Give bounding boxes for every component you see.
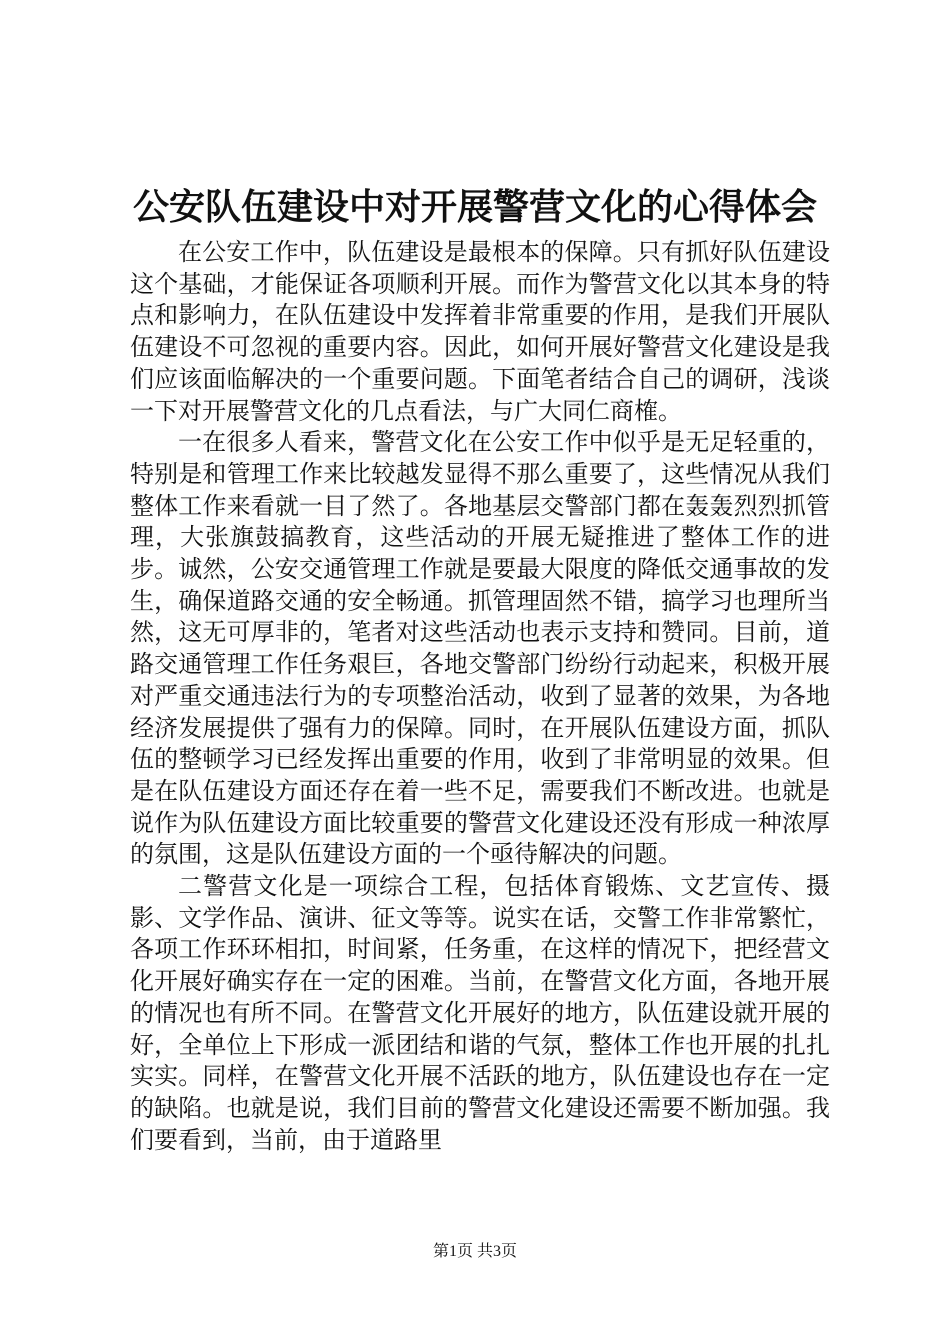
document-title: 公安队伍建设中对开展警营文化的心得体会 <box>132 186 817 228</box>
page-footer: 第1页 共3页 <box>432 1243 517 1260</box>
paragraph-2: 一在很多人看来，警营文化在公安工作中似乎是无足轻重的，特别是和管理工作来比较越发显得不那么重要了，这些情况从我们整体工作来看就一目了然了。各地基层交警部门都在轰轰烈烈抓管理，大张旗鼓搞教育，这些活动的开展无疑推进了整体工作的进步。诚然，公安交通管理工作就是要最大限度的降低交通事故的发生，确保道路交通的安全畅通。抓管理固然不错，搞学习也理所当然，这无可厚非的，笔者对这些活动也表示支持和赞同。目前，道路交通管理工作任务艰巨，各地交警部门纷纷行动起来，积极开展对严重交通违法行为的专项整治活动，收到了显著的效果，为各地经济发展提供了强有力的保障。同时，在开展队伍建设方面，抓队伍的整顿学习已经发挥出重要的作用，收到了非常明显的效果。但是在队伍建设方面还存在着一些不足，需要我们不断改进。也就是说作为队伍建设方面比较重要的警营文化建设还没有形成一种浓厚的氛围，这是队伍建设方面的一个亟待解决的问题。 <box>130 428 830 869</box>
paragraph-3: 二警营文化是一项综合工程，包括体育锻炼、文艺宣传、摄影、文学作品、演讲、征文等等。说实在话，交警工作非常繁忙，各项工作环环相扣，时间紧，任务重，在这样的情况下，把经营文化开展好确实存在一定的困难。当前，在警营文化方面，各地开展的情况也有所不同。在警营文化开展好的地方，队伍建设就开展的好，全单位上下形成一派团结和谐的气氛，整体工作也开展的扎扎实实。同样，在警营文化开展不活跃的地方，队伍建设也存在一定的缺陷。也就是说，我们目前的警营文化建设还需要不断加强。我们要看到，当前，由于道路里 <box>130 872 830 1154</box>
paragraph-1: 在公安工作中，队伍建设是最根本的保障。只有抓好队伍建设这个基础，才能保证各项顺利开展。而作为警营文化以其本身的特点和影响力，在队伍建设中发挥着非常重要的作用，是我们开展队伍建设不可忽视的重要内容。因此，如何开展好警营文化建设是我们应该面临解决的一个重要问题。下面笔者结合自己的调研，浅谈一下对开展警营文化的几点看法，与广大同仁商榷。 <box>130 238 830 425</box>
document-body <box>130 237 830 1156</box>
